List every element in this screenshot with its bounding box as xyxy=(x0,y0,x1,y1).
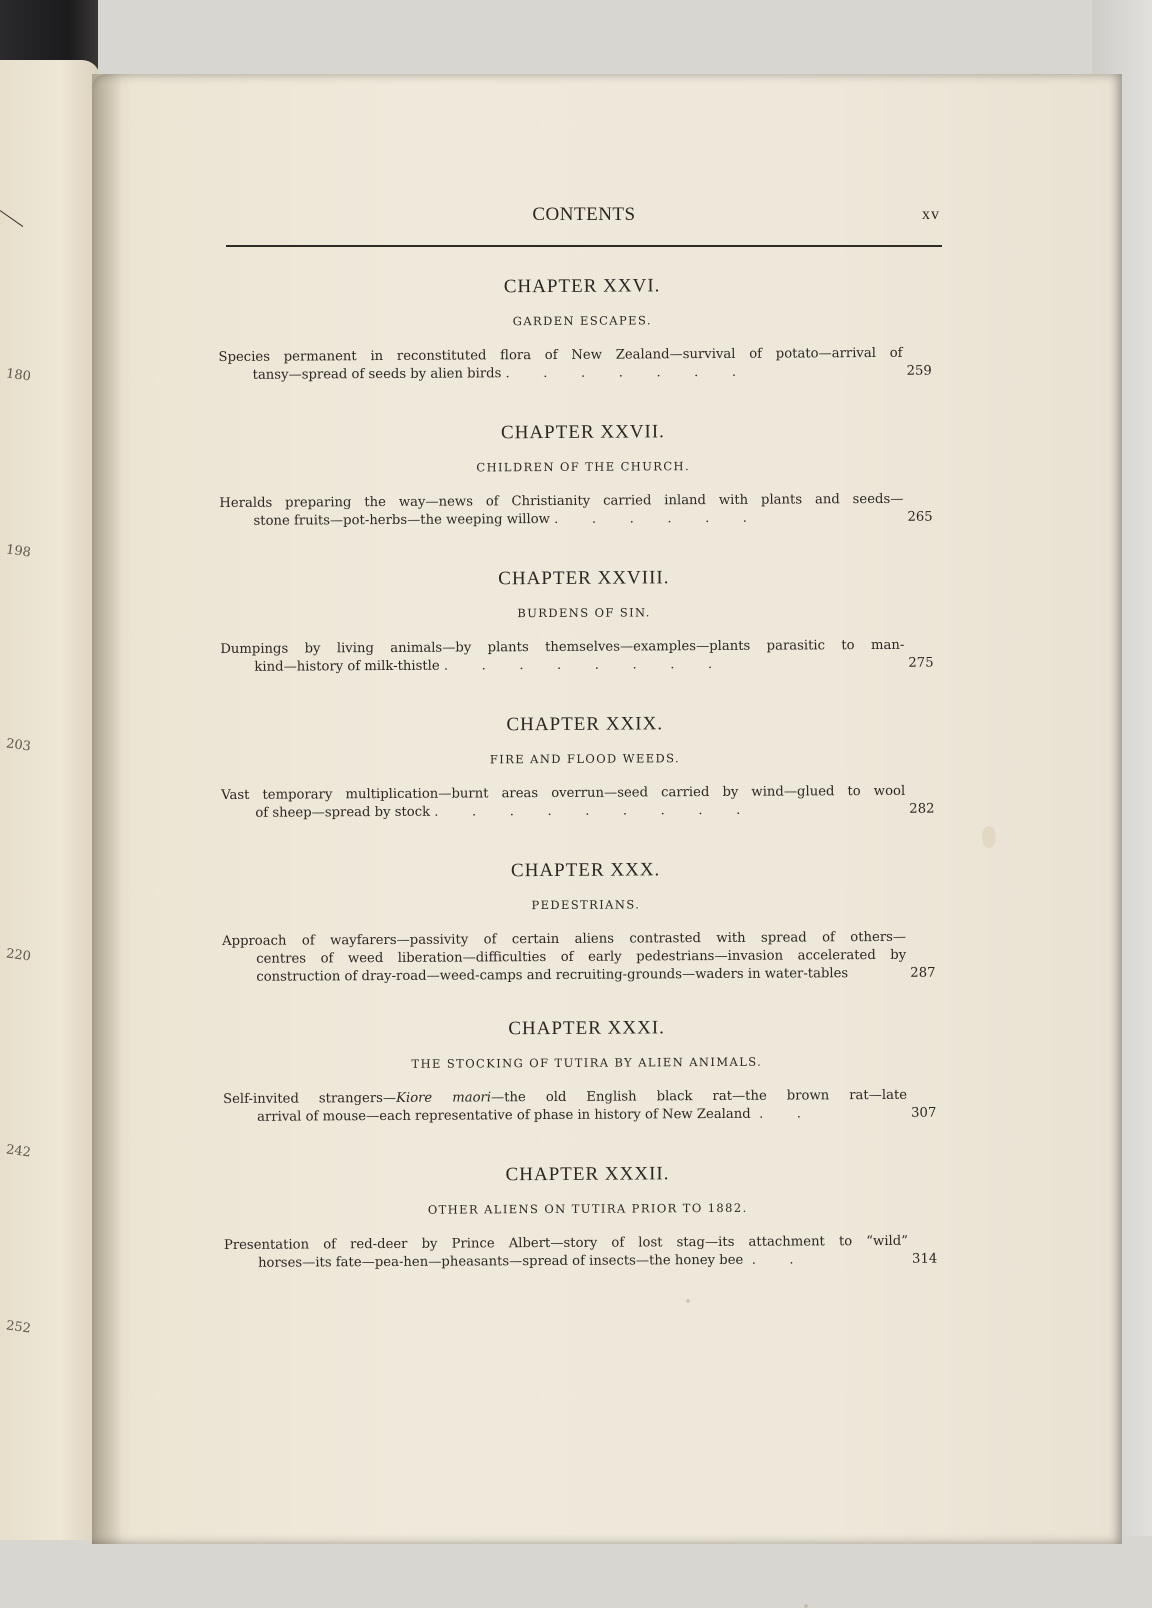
synopsis-text: tansy—spread of seeds by alien birds xyxy=(252,366,502,383)
left-page-number: 203 xyxy=(5,736,32,755)
chapter-synopsis xyxy=(221,783,949,823)
chapter-subtitle: PEDESTRIANS. xyxy=(531,897,641,913)
chapter-synopsis xyxy=(223,1087,951,1127)
leader-dots: . . . . . . . xyxy=(501,364,737,382)
left-page xyxy=(0,60,100,1540)
contents-list xyxy=(218,270,952,1308)
synopsis-line: construction of dray-road—weed-camps and recruiting-grounds—waders in water-tables xyxy=(256,966,849,985)
synopsis-line: Presentation of red-deer by Prince Albert—story of lost stag—its attachment to “wild” xyxy=(223,1233,908,1253)
synopsis-text: stone fruits—pot-herbs—the weeping willow xyxy=(253,511,550,529)
leader-dots: . . . . . . . . xyxy=(439,656,713,674)
chapter-subtitle: GARDEN ESCAPES. xyxy=(512,313,652,329)
synopsis-text: of sheep—spread by stock xyxy=(255,804,431,821)
synopsis-line: Dumpings by living animals—by plants themselves—examples—plants parasitic to man- xyxy=(220,637,905,657)
chapter-heading: CHAPTER XXVI. xyxy=(503,275,661,298)
synopsis-line xyxy=(224,1251,908,1273)
left-page-number: 180 xyxy=(5,366,32,385)
synopsis-line: Vast temporary multiplication—burnt areas overrun—seed carried by wind—glued to wool xyxy=(221,783,906,803)
header-rule xyxy=(226,245,942,247)
chapter-synopsis xyxy=(222,929,950,987)
chapter-synopsis xyxy=(220,637,948,677)
synopsis-text: horses—its fate—pea-hen—pheasants—spread of insects—the honey bee xyxy=(257,1252,744,1271)
synopsis-line: Approach of wayfarers—passivity of certain aliens contrasted with spread of others— xyxy=(222,929,907,949)
page-reference: 282 xyxy=(909,801,935,817)
left-page-number: 198 xyxy=(5,542,32,561)
chapter-subtitle: BURDENS OF SIN. xyxy=(517,605,651,621)
leader-dots: . . xyxy=(750,1106,802,1122)
synopsis-line xyxy=(219,509,903,531)
synopsis-text: arrival of mouse—each representative of phase in history of New Zealand xyxy=(257,1106,751,1125)
synopsis-text: kind—history of milk-thistle xyxy=(254,658,440,675)
chapter-synopsis xyxy=(224,1233,952,1273)
leader-dots: . . xyxy=(743,1252,794,1268)
page-reference: 307 xyxy=(911,1105,937,1121)
chapter-entry xyxy=(223,1012,952,1162)
chapter-entry xyxy=(219,416,948,566)
chapter-entry xyxy=(218,270,947,420)
synopsis-line: Species permanent in reconstituted flora of New Zealand—survival of potato—arrival of xyxy=(218,345,903,365)
chapter-entry xyxy=(220,562,949,712)
page-reference: 314 xyxy=(911,1251,938,1267)
chapter-entry xyxy=(223,1158,952,1308)
synopsis-line xyxy=(220,655,904,677)
chapter-heading: CHAPTER XXVIII. xyxy=(498,567,670,590)
chapter-entry xyxy=(222,854,951,1016)
leader-dots: . . . . . . xyxy=(549,510,748,527)
chapter-heading: CHAPTER XXXI. xyxy=(508,1017,665,1040)
synopsis-line xyxy=(221,801,905,823)
chapter-synopsis xyxy=(219,491,947,531)
gutter-shadow xyxy=(92,74,122,1544)
chapter-heading: CHAPTER XXIX. xyxy=(506,713,664,736)
synopsis-line: centres of weed liberation—difficulties of early pedestrians—invasion accelerated by xyxy=(256,947,907,967)
page-reference: 275 xyxy=(908,655,934,671)
left-page-number: 252 xyxy=(5,1318,32,1337)
page-reference: 265 xyxy=(907,509,933,525)
running-head xyxy=(226,204,942,228)
chapter-heading: CHAPTER XXXII. xyxy=(505,1163,670,1186)
left-page-number: 220 xyxy=(5,946,32,965)
page-reference: 259 xyxy=(906,363,932,379)
chapter-subtitle: FIRE AND FLOOD WEEDS. xyxy=(489,751,681,767)
chapter-subtitle: CHILDREN OF THE CHURCH. xyxy=(476,459,691,475)
page-folio: xv xyxy=(922,206,940,223)
chapter-subtitle: OTHER ALIENS ON TUTIRA PRIOR TO 1882. xyxy=(427,1200,748,1217)
left-page-number: 242 xyxy=(5,1142,32,1161)
synopsis-italic-term: Kiore maori xyxy=(396,1090,492,1106)
chapter-heading: CHAPTER XXX. xyxy=(510,859,661,882)
leader-dots: . . . . . . . . . xyxy=(430,802,741,820)
page-reference: 287 xyxy=(910,965,936,981)
chapter-heading: CHAPTER XXVII. xyxy=(500,421,665,444)
synopsis-text: Self-invited strangers— xyxy=(222,1090,397,1107)
page-title: CONTENTS xyxy=(532,204,636,225)
chapter-subtitle: THE STOCKING OF TUTIRA BY ALIEN ANIMALS. xyxy=(411,1054,763,1071)
left-page-mark xyxy=(0,210,23,227)
chapter-synopsis xyxy=(218,345,946,385)
synopsis-line xyxy=(223,1105,907,1127)
synopsis-line: Heralds preparing the way—news of Christianity carried inland with plants and seeds— xyxy=(219,491,904,511)
synopsis-line xyxy=(219,363,903,385)
synopsis-text: —the old English black rat—the brown rat—late xyxy=(490,1087,908,1106)
chapter-entry xyxy=(221,708,950,858)
